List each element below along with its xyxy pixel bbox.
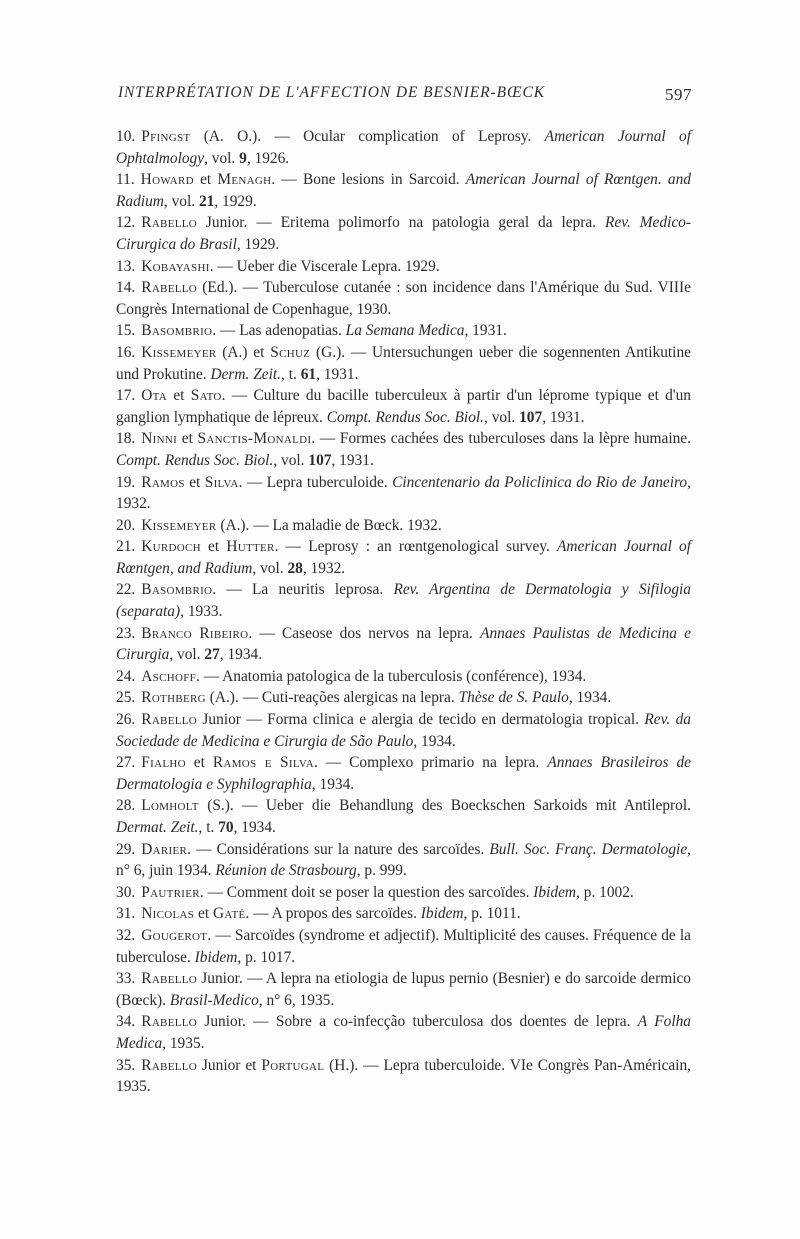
- reference-item: [116, 623, 691, 666]
- reference-number: 19.: [116, 473, 136, 491]
- reference-item: [116, 666, 691, 688]
- author-name: Ninni: [141, 430, 178, 448]
- reference-item: [116, 515, 691, 537]
- reference-item: [116, 385, 691, 428]
- reference-text: et: [184, 473, 205, 491]
- reference-item: [116, 839, 691, 882]
- reference-text: . — Las adenopatias.: [212, 322, 346, 340]
- volume-number: 9: [239, 149, 247, 167]
- publication-title: Ibidem: [533, 883, 577, 901]
- reference-text: , vol.: [484, 408, 520, 426]
- reference-number: 12.: [116, 214, 136, 232]
- reference-text: , 1926.: [246, 149, 290, 167]
- reference-item: [116, 536, 691, 579]
- publication-title: Dermat. Zeit.: [116, 819, 199, 836]
- reference-number: 29.: [116, 840, 136, 858]
- author-name: Nicolas: [141, 905, 195, 923]
- reference-item: [116, 472, 691, 515]
- reference-text: , p. 1017.: [237, 948, 296, 966]
- reference-text: (Ed.). — Tuberculose cutanée : son incidence dans l'Amérique du Sud. VIIIe Congrès International de Copenhague, 1930.: [116, 279, 691, 318]
- reference-text: . — A propos des sarcoïdes.: [245, 905, 421, 923]
- reference-text: , p. 999.: [356, 862, 407, 880]
- reference-number: 30.: [116, 883, 136, 901]
- publication-title: Compt. Rendus Soc. Biol.: [116, 451, 274, 469]
- publication-title: Brasil-Medico: [169, 991, 259, 1009]
- author-name: Basombrio: [141, 322, 213, 340]
- author-name: Rabello: [141, 214, 197, 232]
- reference-text: (G.). — Untersuchungen ueber die sogennenten Antikutine und Prokutine.: [116, 343, 691, 383]
- reference-text: , 1931.: [331, 451, 374, 469]
- author-name: Sato: [190, 387, 222, 405]
- author-name: Rabello: [141, 711, 197, 729]
- publication-title: Bull. Soc. Franç. Dermatologie: [489, 840, 688, 858]
- reference-text: , 1934.: [568, 689, 612, 707]
- reference-text: , t.: [198, 819, 219, 836]
- author-name: Schuz: [270, 343, 311, 361]
- author-name: Fialho: [141, 754, 186, 772]
- reference-item: [116, 882, 691, 904]
- reference-item: [116, 709, 691, 752]
- volume-number: 70: [218, 819, 234, 836]
- reference-text: , p. 1011.: [463, 905, 521, 923]
- reference-number: 33.: [116, 970, 136, 988]
- volume-number: 21: [198, 192, 215, 210]
- reference-item: [116, 579, 691, 622]
- reference-text: . — Anatomia patologica de la tuberculosis (conférence), 1934.: [196, 667, 587, 685]
- author-name: Ramos: [141, 473, 185, 491]
- author-name: Ota: [141, 387, 168, 405]
- author-name: Gougerot: [141, 926, 208, 944]
- publication-title: Cincentenario da Policlinica do Rio de Janeiro: [392, 473, 688, 491]
- author-name: Rabello: [141, 1013, 197, 1031]
- reference-number: 20.: [116, 516, 136, 534]
- reference-number: 23.: [116, 624, 136, 642]
- reference-text: , vol.: [273, 451, 309, 469]
- author-name: Gaté: [213, 905, 246, 923]
- reference-text: , vol.: [204, 149, 240, 167]
- reference-text: , 1932.: [116, 473, 691, 513]
- reference-text: Junior et: [197, 1056, 262, 1074]
- reference-text: et: [200, 538, 227, 556]
- reference-text: . — Caseose dos nervos na lepra.: [248, 624, 481, 642]
- reference-text: , 1934.: [413, 732, 456, 750]
- author-name: Portugal: [261, 1056, 325, 1074]
- running-title: INTERPRÉTATION DE L'AFFECTION DE BESNIER-BŒCK: [118, 84, 545, 101]
- publication-title: Ibidem: [194, 948, 238, 966]
- reference-item: [116, 968, 691, 1011]
- reference-number: 35.: [116, 1056, 136, 1074]
- reference-text: , 1934.: [219, 646, 263, 664]
- reference-text: et: [193, 171, 218, 189]
- publication-title: Annaes Brasileiros de Dermatologia e Syphilographia: [116, 754, 691, 793]
- reference-text: et: [194, 905, 214, 923]
- publication-title: Derm. Zeit.: [210, 365, 282, 383]
- reference-item: [116, 277, 691, 320]
- author-name: Kissemeyer: [141, 516, 217, 534]
- reference-item: [116, 212, 691, 255]
- reference-text: , 1929.: [214, 192, 257, 210]
- author-name: Pfingst: [141, 128, 191, 145]
- volume-number: 107: [308, 451, 332, 469]
- reference-text: . — Leprosy : an rœntgenological survey.: [274, 538, 558, 556]
- author-name: Rabello: [141, 1056, 197, 1074]
- author-name: Aschoff: [141, 667, 197, 685]
- reference-text: , 1933.: [180, 603, 223, 621]
- reference-text: , t.: [281, 365, 301, 383]
- reference-text: , 1931.: [316, 365, 359, 383]
- reference-number: 16.: [116, 343, 136, 361]
- reference-item: [116, 1011, 691, 1054]
- author-name: Sanctis-Monaldi: [197, 430, 312, 448]
- reference-list: [116, 126, 691, 1098]
- reference-number: 14.: [116, 279, 136, 297]
- reference-text: , 1929.: [236, 235, 280, 253]
- publication-title: A Folha Medica: [116, 1013, 691, 1052]
- reference-item: [116, 169, 691, 212]
- reference-number: 25.: [116, 689, 136, 707]
- reference-text: , n° 6, 1935.: [258, 991, 335, 1009]
- reference-number: 17.: [116, 387, 136, 405]
- volume-number: 107: [519, 408, 543, 426]
- reference-text: . — Considérations sur la nature des sarcoïdes.: [187, 840, 490, 858]
- reference-item: [116, 925, 691, 968]
- reference-text: . — Culture du bacille tuberculeux à partir d'un léprome typique et d'un ganglion lymphatique de lépreux.: [116, 387, 691, 426]
- reference-text: et: [185, 754, 213, 772]
- reference-number: 34.: [116, 1013, 136, 1031]
- reference-text: (A. O.). — Ocular complication of Leprosy.: [190, 128, 545, 145]
- publication-title: American Journal of Rœntgen. and Radium: [116, 171, 691, 210]
- running-head: [112, 84, 690, 110]
- reference-text: . — Lepra tuberculoide.: [238, 473, 393, 491]
- reference-item: [116, 752, 691, 795]
- reference-number: 13.: [116, 257, 136, 275]
- reference-text: , 1931.: [542, 408, 585, 426]
- reference-item: [116, 320, 691, 342]
- reference-number: 32.: [116, 926, 136, 944]
- reference-item: [116, 256, 691, 278]
- publication-title: Compt. Rendus Soc. Biol.: [326, 408, 485, 426]
- reference-text: , vol.: [252, 559, 288, 577]
- author-name: Darier: [141, 840, 188, 858]
- reference-text: , p. 1002.: [576, 883, 634, 901]
- author-name: Pautrier: [141, 883, 200, 901]
- publication-title: Thèse de S. Paulo: [458, 689, 569, 707]
- reference-text: , vol.: [169, 646, 205, 664]
- reference-number: 22.: [116, 581, 136, 599]
- publication-title: Rev. Medico-Cirurgica do Brasil: [116, 214, 691, 253]
- reference-text: . — Ueber die Viscerale Lepra. 1929.: [209, 257, 440, 275]
- reference-number: 10.: [116, 128, 136, 145]
- author-name: Howard: [140, 171, 194, 189]
- author-name: Rothberg: [141, 689, 206, 707]
- reference-text: . — Complexo primario na lepra.: [313, 754, 548, 772]
- reference-text: . — Comment doit se poser la question des sarcoïdes.: [199, 883, 534, 901]
- author-name: Kobayashi: [141, 257, 210, 275]
- author-name: Branco Ribeiro: [141, 624, 249, 642]
- reference-number: 26.: [116, 711, 136, 729]
- reference-text: , 1934.: [233, 819, 276, 836]
- author-name: Lomholt: [141, 797, 199, 815]
- reference-item: [116, 687, 691, 709]
- page-number: 597: [665, 85, 692, 104]
- reference-text: (S.). — Ueber die Behandlung des Boeckschen Sarkoids mit Antileprol.: [198, 797, 691, 815]
- reference-text: Junior — Forma clinica e alergia de tecido en dermatologia tropical.: [197, 711, 645, 729]
- publication-title: La Semana Medica: [345, 322, 465, 340]
- reference-text: , 1935.: [162, 1034, 205, 1052]
- reference-number: 15.: [116, 322, 136, 340]
- reference-text: , 1931.: [464, 322, 507, 340]
- reference-text: Junior. — A lepra na etiologia de lupus pernio (Besnier) e do sarcoide dermico (Bœck).: [116, 970, 691, 1009]
- author-name: Hutter: [226, 538, 275, 556]
- publication-title: Rev. da Sociedade de Medicina e Cirurgia de São Paulo: [116, 711, 691, 750]
- volume-number: 28: [287, 559, 303, 577]
- reference-text: , vol.: [163, 192, 199, 210]
- author-name: Rabello: [141, 970, 197, 988]
- author-name: Basombrio: [141, 581, 213, 599]
- reference-number: 31.: [116, 905, 136, 923]
- reference-number: 18.: [116, 430, 136, 448]
- reference-text: , n° 6, juin 1934.: [116, 840, 692, 880]
- reference-text: . — Sarcoïdes (syndrome et adjectif). Multiplicité des causes. Fréquence de la tuberculose.: [116, 926, 691, 966]
- reference-item: [116, 126, 691, 169]
- reference-item: [116, 428, 691, 471]
- reference-text: et: [177, 430, 198, 448]
- volume-number: 61: [300, 365, 317, 383]
- reference-text: et: [167, 387, 191, 405]
- reference-text: (A.). — Cuti-reações alergicas na lepra.: [205, 689, 459, 707]
- reference-item: [116, 795, 691, 838]
- reference-text: Junior. — Eritema polimorfo na patologia geral da lepra.: [197, 214, 606, 232]
- reference-text: (A.). — La maladie de Bœck. 1932.: [216, 516, 442, 534]
- author-name: Menagh: [217, 171, 272, 189]
- reference-text: Junior. — Sobre a co-infecção tuberculosa dos doentes de lepra.: [197, 1013, 638, 1031]
- publication-title: American Journal of Rœntgen, and Radium: [116, 538, 691, 577]
- publication-title: Rev. Argentina de Dermatologia y Sifilogia (separata): [116, 581, 691, 621]
- publication-title: Annaes Paulistas de Medicina e Cirurgia: [116, 624, 692, 664]
- reference-text: , 1932.: [302, 559, 346, 577]
- reference-number: 28.: [116, 797, 136, 815]
- reference-item: [116, 1055, 691, 1098]
- reference-number: 21.: [116, 538, 136, 556]
- reference-number: 24.: [116, 667, 136, 685]
- reference-text: . — Formes cachées des tuberculoses dans la lèpre humaine.: [311, 430, 691, 448]
- reference-text: . — Bone lesions in Sarcoid.: [271, 171, 466, 189]
- reference-text: (H.). — Lepra tuberculoide. VIe Congrès Pan-Américain, 1935.: [116, 1056, 691, 1096]
- reference-number: 11.: [116, 171, 135, 189]
- publication-title: American Journal of Ophtalmology: [116, 128, 691, 167]
- publication-title: Ibidem: [420, 905, 464, 923]
- reference-text: . — La neuritis leprosa.: [212, 581, 394, 599]
- author-name: Silva: [204, 473, 239, 491]
- publication-title: Réunion de Strasbourg: [215, 862, 357, 880]
- author-name: Rabello: [141, 279, 197, 297]
- author-name: Kissemeyer: [141, 343, 217, 361]
- reference-text: , 1934.: [311, 775, 355, 793]
- author-name: Ramos e Silva: [212, 754, 314, 772]
- author-name: Kurdoch: [141, 538, 201, 556]
- reference-item: [116, 342, 691, 385]
- reference-number: 27.: [116, 754, 136, 772]
- reference-item: [116, 903, 691, 925]
- volume-number: 27: [204, 646, 220, 664]
- reference-text: (A.) et: [216, 343, 271, 361]
